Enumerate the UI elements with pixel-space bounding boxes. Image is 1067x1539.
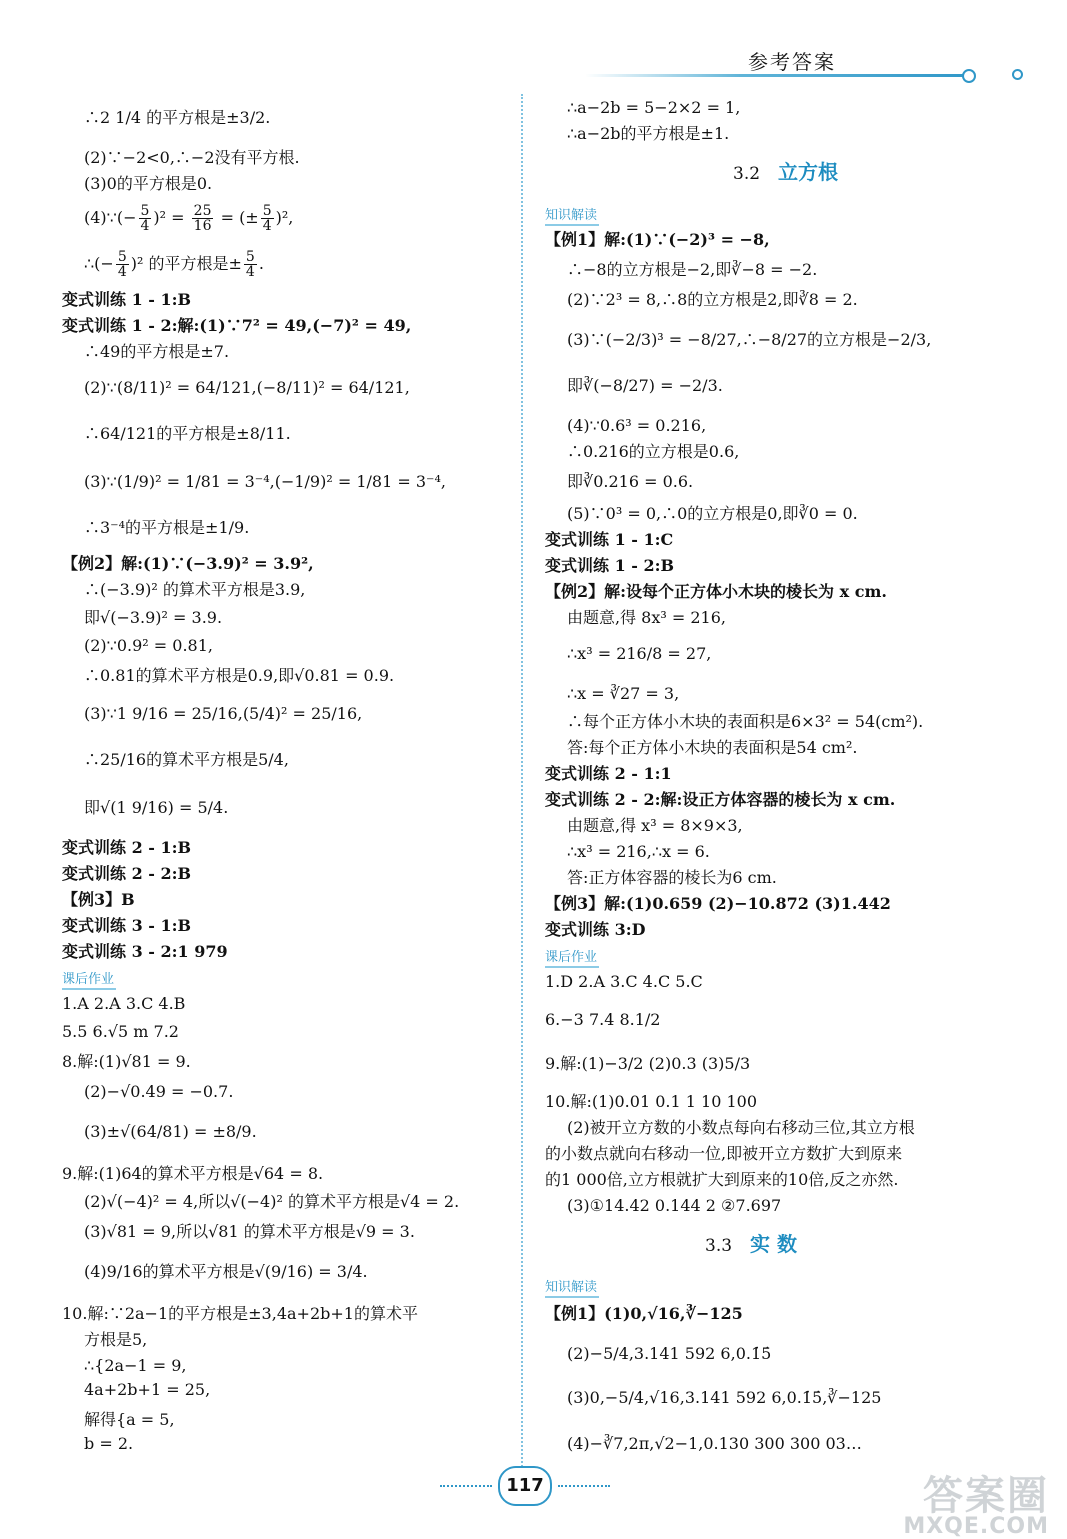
answer-line (84, 250, 264, 279)
answer-line: (5)∵0³ = 0,∴0的立方根是0,即∛0 = 0. (567, 504, 858, 523)
exercise-heading: 变式训练 2 - 1:1 (545, 764, 672, 783)
fraction: $\frac{5}{4}$ (117, 249, 127, 280)
exercise-heading: 变式训练 3 - 1:B (62, 916, 192, 935)
answer-line: (2)∵−2<0,∴−2没有平方根. (84, 148, 300, 167)
answer-text: = (± (215, 208, 259, 227)
exercise-heading: 变式训练 3 - 2:1 979 (62, 942, 228, 961)
answer-line: (3)0,−5/4,√16,3.141 592 6,0.1̇5̇,∛−125 (567, 1388, 882, 1407)
answer-line: (3)∵1 9/16 = 25/16,(5/4)² = 25/16, (84, 704, 363, 723)
answer-line: (2)被开立方数的小数点每向右移动三位,其立方根 (567, 1118, 915, 1137)
answer-text: )² 的平方根是± (130, 254, 242, 273)
header-ornament-circle (962, 69, 976, 83)
fraction: $\frac{5}{4}$ (245, 249, 255, 280)
section-number: 3.2 (733, 164, 761, 184)
answer-line: ∴(−3.9)² 的算术平方根是3.9, (84, 580, 306, 599)
answer-line: (2)∵(8/11)² = 64/121,(−8/11)² = 64/121, (84, 378, 410, 397)
answer-line: (3)∵(1/9)² = 1/81 = 3⁻⁴,(−1/9)² = 1/81 = 3⁻⁴, (84, 472, 446, 491)
answer-line: 6.−3 7.4 8.1/2 (545, 1010, 661, 1029)
answer-line: (4)9/16的算术平方根是√(9/16) = 3/4. (84, 1262, 368, 1281)
answer-line: (2)−√0.49 = −0.7. (84, 1082, 234, 1101)
section-number: 3.3 (705, 1236, 733, 1256)
column-divider (521, 94, 523, 1479)
answer-line: 由题意,得 8x³ = 216, (567, 608, 726, 627)
section-tag-knowledge (545, 1278, 599, 1294)
tag-label: 知识解读 (545, 1280, 599, 1298)
exercise-heading: 变式训练 2 - 2:B (62, 864, 192, 883)
section-tag-homework (545, 948, 599, 964)
page-header-title: 参考答案 (748, 50, 836, 74)
exercise-heading: 变式训练 1 - 1:B (62, 290, 192, 309)
tag-label: 知识解读 (545, 208, 599, 226)
example-heading: 【例2】解:设每个正方体小木块的棱长为 x cm. (545, 582, 887, 601)
answer-line: (3)①14.42 0.144 2 ②7.697 (567, 1196, 782, 1215)
answer-line: ∴x = ∛27 = 3, (567, 684, 680, 703)
answer-line: (3)±√(64/81) = ±8/9. (84, 1122, 257, 1141)
section-title: 实 数 (750, 1232, 798, 1256)
answer-line: ∴每个正方体小木块的表面积是6×3² = 54(cm²). (567, 712, 924, 731)
answer-line: 10.解:∵2a−1的平方根是±3,4a+2b+1的算术平 (62, 1304, 418, 1323)
answer-line: 解得{a = 5, (84, 1410, 175, 1429)
answer-line (84, 204, 293, 233)
page-number-dots-left (440, 1485, 492, 1487)
answer-line: (2)√(−4)² = 4,所以√(−4)² 的算术平方根是√4 = 2. (84, 1192, 460, 1211)
answer-line: ∴49的平方根是±7. (84, 342, 230, 361)
answer-line: 9.解:(1)64的算术平方根是√64 = 8. (62, 1164, 324, 1183)
watermark-url: MXQE.COM (903, 1514, 1049, 1539)
answer-line: 的小数点就向右移动一位,即被开立方数扩大到原来 (545, 1144, 903, 1163)
answer-line: 答:每个正方体小木块的表面积是54 cm². (567, 738, 858, 757)
answer-line: ∴3⁻⁴的平方根是±1/9. (84, 518, 250, 537)
answer-line: (2)∵0.9² = 0.81, (84, 636, 213, 655)
answer-text: . (258, 254, 264, 273)
answer-line: ∴{2a−1 = 9, (84, 1356, 187, 1375)
answer-line: 即√(−3.9)² = 3.9. (84, 608, 223, 627)
answer-line: ∴x³ = 216,∴x = 6. (567, 842, 710, 861)
watermark-text: 答案圈 (923, 1473, 1049, 1519)
answer-line: (4)∵0.6³ = 0.216, (567, 416, 707, 435)
page-number-dots-right (558, 1485, 610, 1487)
answer-line: ∴25/16的算术平方根是5/4, (84, 750, 289, 769)
answer-line: 方根是5, (84, 1330, 148, 1349)
answer-line: 8.解:(1)√81 = 9. (62, 1052, 191, 1071)
answer-line: (2)∵2³ = 8,∴8的立方根是2,即∛8 = 2. (567, 290, 858, 309)
section-heading-3-2 (733, 162, 838, 183)
section-tag-homework (62, 970, 116, 986)
tag-label: 课后作业 (545, 950, 599, 968)
answer-text: ∴(− (84, 254, 114, 273)
header-ornament-circle-small (1012, 69, 1023, 80)
answer-text: )² = (153, 208, 190, 227)
exercise-heading: 变式训练 2 - 2:解:设正方体容器的棱长为 x cm. (545, 790, 896, 809)
answer-line: 即∛0.216 = 0.6. (567, 472, 694, 491)
exercise-heading: 变式训练 1 - 2:B (545, 556, 675, 575)
exercise-heading: 变式训练 3:D (545, 920, 646, 939)
answer-line: (4)−∛7,2π,√2−1,0.130 300 300 03… (567, 1434, 862, 1453)
fraction: $\frac{5}{4}$ (140, 203, 150, 234)
answer-line: ∴−8的立方根是−2,即∛−8 = −2. (567, 260, 818, 279)
page-number: 117 (498, 1466, 552, 1506)
fraction: $\frac{25}{16}$ (193, 203, 212, 234)
example-heading: 【例3】解:(1)0.659 (2)−10.872 (3)1.442 (545, 894, 891, 913)
answer-text: (4)∵(− (84, 208, 137, 227)
answer-line: (3)0的平方根是0. (84, 174, 213, 193)
section-heading-3-3 (705, 1234, 797, 1255)
example-heading: 【例2】解:(1)∵(−3.9)² = 3.9², (62, 554, 314, 573)
answer-line: ∴2 1/4 的平方根是±3/2. (84, 108, 271, 127)
answer-line: (3)∵(−2/3)³ = −8/27,∴−8/27的立方根是−2/3, (567, 330, 932, 349)
answer-line: 10.解:(1)0.01 0.1 1 10 100 (545, 1092, 757, 1111)
tag-label: 课后作业 (62, 972, 116, 990)
exercise-heading: 变式训练 2 - 1:B (62, 838, 192, 857)
answer-line: b = 2. (84, 1434, 134, 1453)
section-tag-knowledge (545, 206, 599, 222)
exercise-heading: 变式训练 1 - 1:C (545, 530, 674, 549)
answer-line: ∴x³ = 216/8 = 27, (567, 644, 712, 663)
watermark-logo (903, 1473, 1049, 1539)
answer-line: 即∛(−8/27) = −2/3. (567, 376, 723, 395)
answer-line: ∴0.216的立方根是0.6, (567, 442, 740, 461)
answer-line: (2)−5/4,3.141 592 6,0.1̇5̇ (567, 1344, 772, 1363)
header-rule (585, 74, 975, 77)
answer-line: ∴0.81的算术平方根是0.9,即√0.81 = 0.9. (84, 666, 395, 685)
answer-line: ∴a−2b的平方根是±1. (567, 124, 730, 143)
answer-line: 1.A 2.A 3.C 4.B (62, 994, 186, 1013)
example-heading: 【例1】解:(1)∵(−2)³ = −8, (545, 230, 770, 249)
answer-line: 由题意,得 x³ = 8×9×3, (567, 816, 743, 835)
page-number-badge (440, 1466, 610, 1506)
section-title: 立方根 (778, 160, 839, 184)
answer-line: ∴a−2b = 5−2×2 = 1, (567, 98, 741, 117)
answer-line: 即√(1 9/16) = 5/4. (84, 798, 229, 817)
answer-line: 9.解:(1)−3/2 (2)0.3 (3)5/3 (545, 1054, 751, 1073)
exercise-heading: 变式训练 1 - 2:解:(1)∵7² = 49,(−7)² = 49, (62, 316, 412, 335)
answer-line: 4a+2b+1 = 25, (84, 1380, 211, 1399)
answer-line: 答:正方体容器的棱长为6 cm. (567, 868, 777, 887)
example-heading: 【例3】B (62, 890, 135, 909)
fraction: $\frac{5}{4}$ (262, 203, 272, 234)
answer-line: (3)√81 = 9,所以√81 的算术平方根是√9 = 3. (84, 1222, 415, 1241)
answer-line: 的1 000倍,立方根就扩大到原来的10倍,反之亦然. (545, 1170, 899, 1189)
answer-text: )², (275, 208, 294, 227)
example-heading: 【例1】(1)0,√16,∛−125 (545, 1304, 743, 1323)
answer-line: 1.D 2.A 3.C 4.C 5.C (545, 972, 703, 991)
answer-line: 5.5 6.√5 m 7.2 (62, 1022, 179, 1041)
answer-line: ∴64/121的平方根是±8/11. (84, 424, 291, 443)
